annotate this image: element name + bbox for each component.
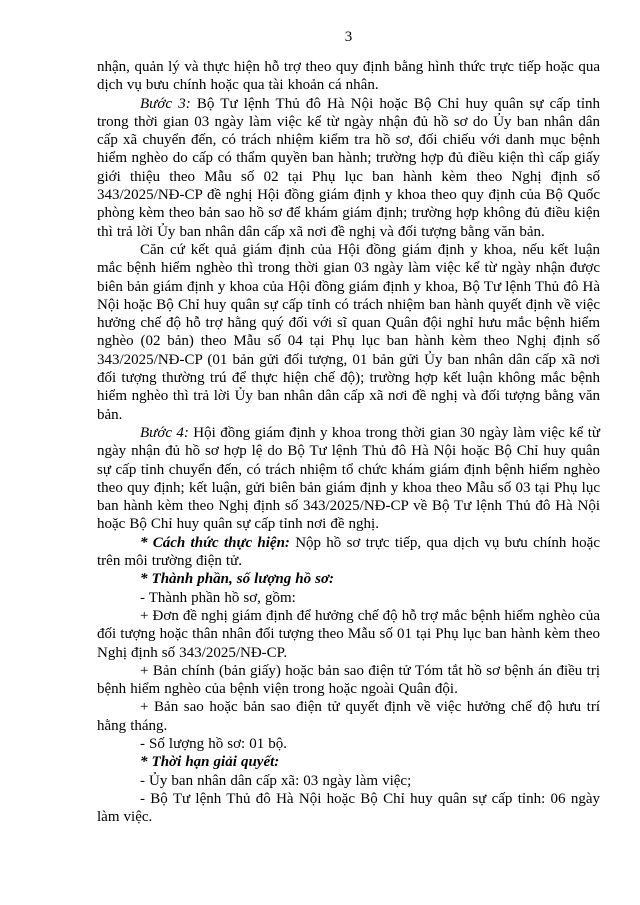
paragraph-run: - Ủy ban nhân dân cấp xã: 03 ngày làm việc; bbox=[140, 772, 412, 789]
paragraph-run-bolditalic: * Thời hạn giải quyết: bbox=[140, 754, 280, 771]
paragraph bbox=[97, 772, 600, 790]
paragraph bbox=[97, 58, 600, 95]
paragraph-run: + Bản sao hoặc bản sao điện tử quyết định về việc hưởng chế độ hưu trí hằng tháng. bbox=[97, 699, 600, 734]
paragraph-run-italic: Bước 3: bbox=[140, 95, 191, 112]
page-number: 3 bbox=[344, 29, 353, 45]
paragraph-run: - Số lượng hồ sơ: 01 bộ. bbox=[140, 735, 288, 752]
paragraph-run-bolditalic: * Cách thức thực hiện: bbox=[140, 534, 290, 551]
paragraph-run: Căn cứ kết quả giám định của Hội đồng giám định y khoa, nếu kết luận mắc bệnh hiểm nghèo thì trong thời gian 03 ngày làm việc kể từ ngày nhận được biên bản giám định y khoa của Hội đồng giám định y khoa, Bộ Tư lệnh Thủ đô Hà Nội hoặc Bộ Chỉ huy quân sự cấp tỉnh có trách nhiệm ban hành quyết định về việc hưởng chế độ hỗ trợ hằng quý đối với sĩ quan Quân đội nghỉ hưu mắc bệnh hiểm nghèo (02 bản) theo Mẫu số 04 tại Phụ lục ban hành kèm theo Nghị định số 343/2025/NĐ-CP (01 bản gửi đối tượng, 01 bản gửi Ủy ban nhân dân cấp xã nơi đối tượng thường trú để thực hiện chế độ); trường hợp kết luận không mắc bệnh hiểm nghèo thì trả lời Ủy ban nhân dân cấp xã nơi đề nghị và đối tượng bằng văn bản. bbox=[97, 241, 600, 423]
paragraph bbox=[97, 534, 600, 571]
paragraph bbox=[97, 570, 600, 588]
paragraph-run: Bộ Tư lệnh Thủ đô Hà Nội hoặc Bộ Chỉ huy quân sự cấp tỉnh trong thời gian 03 ngày làm việc kể từ ngày nhận đủ hồ sơ do Ủy ban nhân dân cấp xã chuyển đến, có trách nhiệm kiểm tra hồ sơ, đối chiếu với danh mục bệnh hiểm nghèo do cấp có thẩm quyền ban hành; trường hợp đủ điều kiện thì cấp giấy giới thiệu theo Mẫu số 02 tại Phụ lục ban hành kèm theo Nghị định số 343/2025/NĐ-CP đề nghị Hội đồng giám định y khoa theo quy định của Bộ Quốc phòng kèm theo bản sao hồ sơ để khám giám định; trường hợp không đủ điều kiện thì trả lời Ủy ban nhân dân cấp xã nơi đề nghị và đối tượng bằng văn bản. bbox=[97, 95, 600, 240]
paragraph-run: + Đơn đề nghị giám định để hưởng chế độ hỗ trợ mắc bệnh hiểm nghèo của đối tượng hoặc thân nhân đối tượng theo Mẫu số 01 tại Phụ lục ban hành kèm theo Nghị định số 343/2025/NĐ-CP. bbox=[97, 607, 600, 661]
paragraph bbox=[97, 607, 600, 662]
paragraph-run: Nộp hồ sơ trực tiếp, qua dịch vụ bưu chính hoặc trên môi trường điện tử. bbox=[97, 534, 600, 570]
paragraph-run-italic: Bước 4: bbox=[140, 424, 189, 441]
paragraph-run-bolditalic: * Thành phần, số lượng hồ sơ: bbox=[140, 571, 335, 588]
paragraph bbox=[97, 95, 600, 241]
paragraph bbox=[97, 662, 600, 699]
paragraph-run: - Bộ Tư lệnh Thủ đô Hà Nội hoặc Bộ Chỉ huy quân sự cấp tỉnh: 06 ngày làm việc. bbox=[97, 790, 600, 826]
paragraph-run: - Thành phần hồ sơ, gồm: bbox=[140, 589, 296, 606]
paragraph bbox=[97, 424, 600, 534]
paragraph-run: Hội đồng giám định y khoa trong thời gian 30 ngày làm việc kể từ ngày nhận đủ hồ sơ hợp lệ do Bộ Tư lệnh Thủ đô Hà Nội hoặc Bộ Chỉ huy quân sự cấp tỉnh chuyển đến, có trách nhiệm tổ chức khám giám định bệnh hiểm nghèo theo quy định; kết luận, gửi biên bản giám định y khoa theo Mẫu số 03 tại Phụ lục ban hành kèm theo Nghị định số 343/2025/NĐ-CP về Bộ Tư lệnh Thủ đô Hà Nội hoặc Bộ Chỉ huy quân sự cấp tỉnh nơi đề nghị. bbox=[97, 424, 600, 533]
paragraph bbox=[97, 790, 600, 827]
paragraph bbox=[97, 589, 600, 607]
paragraph bbox=[97, 735, 600, 753]
paragraph-run: nhận, quản lý và thực hiện hỗ trợ theo quy định bằng hình thức trực tiếp hoặc qua dịch vụ bưu chính hoặc qua tài khoản cá nhân. bbox=[97, 59, 600, 94]
paragraph bbox=[97, 698, 600, 735]
document-body bbox=[97, 58, 600, 826]
paragraph bbox=[97, 753, 600, 771]
paragraph-run: + Bản chính (bản giấy) hoặc bản sao điện tử Tóm tắt hồ sơ bệnh án điều trị bệnh hiểm nghèo của bệnh viện trong hoặc ngoài Quân đội. bbox=[97, 662, 600, 698]
paragraph bbox=[97, 241, 600, 424]
